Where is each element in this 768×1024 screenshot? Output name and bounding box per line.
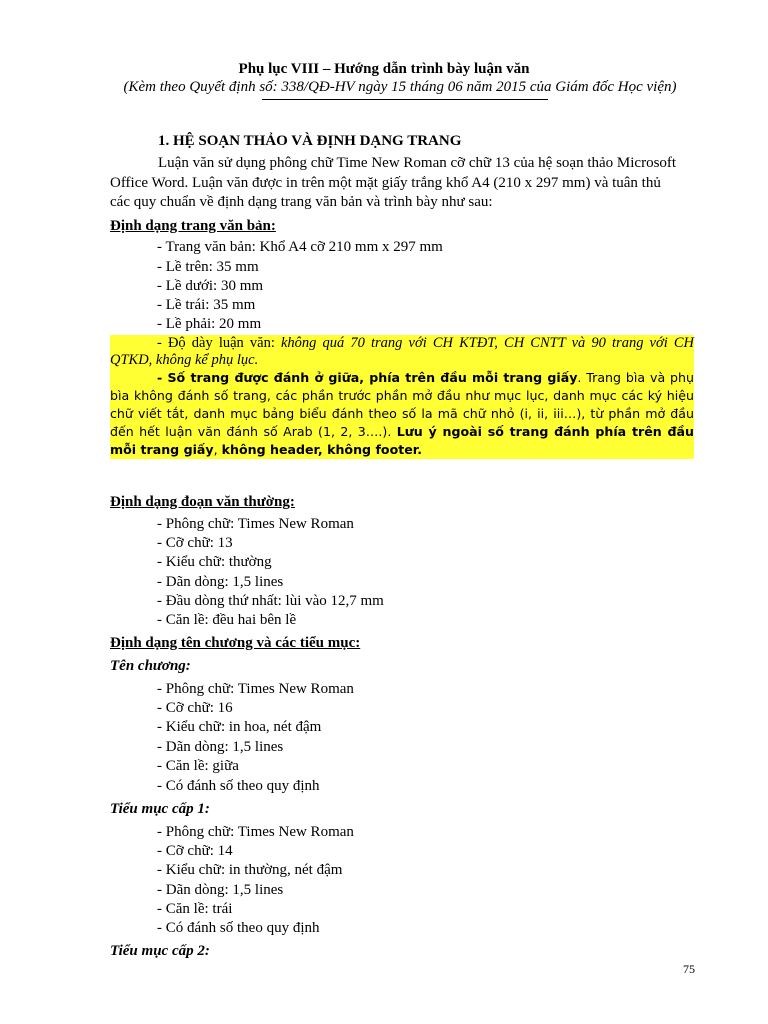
- list-item: - Cỡ chữ: 16: [157, 700, 233, 716]
- list-item: - Đầu dòng thứ nhất: lùi vào 12,7 mm: [157, 593, 384, 609]
- section-heading: 1. HỆ SOẠN THẢO VÀ ĐỊNH DẠNG TRANG: [158, 133, 462, 149]
- highlighted-block: [110, 335, 694, 459]
- thickness-note: - Độ dày luận văn: không quá 70 trang với CH KTĐT, CH CNTT và 90 trang với CH QTKD, không kể phụ lục.: [110, 335, 695, 368]
- intro-line-2: Office Word. Luận văn được in trên một mặt giấy trắng khổ A4 (210 x 297 mm) và tuân thủ: [110, 174, 661, 191]
- page-number: 75: [683, 962, 695, 976]
- list-item: - Căn lề: trái: [157, 901, 233, 917]
- list-item: - Dãn dòng: 1,5 lines: [157, 574, 284, 590]
- list-item: - Phông chữ: Times New Roman: [157, 516, 354, 532]
- level2-subheading: Tiểu mục cấp 2:: [110, 943, 210, 959]
- chapter-subheading: Tên chương:: [110, 658, 191, 674]
- paragraph-format-heading: Định dạng đoạn văn thường:: [110, 494, 295, 510]
- list-item: - Lề trên: 35 mm: [157, 259, 259, 275]
- list-item: - Lề trái: 35 mm: [157, 297, 256, 313]
- level1-subheading: Tiểu mục cấp 1:: [110, 801, 210, 817]
- list-item: - Kiểu chữ: thường: [157, 554, 272, 570]
- list-item: - Lề dưới: 30 mm: [157, 278, 264, 294]
- list-item: - Dãn dòng: 1,5 lines: [157, 882, 284, 898]
- list-item: - Dãn dòng: 1,5 lines: [157, 739, 284, 755]
- intro-paragraph: [110, 154, 694, 213]
- subtitle-underline: [262, 99, 548, 100]
- page-subtitle: (Kèm theo Quyết định số: 338/QĐ-HV ngày 15 tháng 06 năm 2015 của Giám đốc Học viện): [123, 79, 677, 95]
- numbering-note: - Số trang được đánh ở giữa, phía trên đầu mỗi trang giấy. Trang bìa và phụ bìa không đánh số trang, các phần trước phần mở đầu như mục lục, danh mục các ký hiệu chữ viết tắt, danh mục bảng biểu đánh theo số la mã chữ nhỏ (i, ii, iii…), từ phần mở đầu đến hết luận văn đánh số Arab (1, 2, 3….). Lưu ý ngoài số trang đánh phía trên đầu mỗi trang giấy, không header, không footer.: [110, 370, 694, 457]
- chapter-format-heading: Định dạng tên chương và các tiểu mục:: [110, 635, 361, 651]
- list-item: - Có đánh số theo quy định: [157, 778, 320, 794]
- list-item: - Căn lề: giữa: [157, 758, 239, 774]
- list-item: - Căn lề: đều hai bên lề: [157, 612, 297, 628]
- list-item: - Phông chữ: Times New Roman: [157, 681, 354, 697]
- list-item: - Cỡ chữ: 14: [157, 843, 233, 859]
- list-item: - Có đánh số theo quy định: [157, 920, 320, 936]
- list-item: - Lề phải: 20 mm: [157, 316, 262, 332]
- page-format-heading: Định dạng trang văn bản:: [110, 218, 276, 234]
- intro-line-3: các quy chuẩn về định dạng trang văn bản và trình bày như sau:: [110, 194, 493, 210]
- list-item: - Kiểu chữ: in thường, nét đậm: [157, 862, 343, 878]
- list-item: - Trang văn bản: Khổ A4 cỡ 210 mm x 297 mm: [157, 239, 443, 255]
- page-title: Phụ lục VIII – Hướng dẫn trình bày luận văn: [238, 61, 530, 77]
- list-item: - Phông chữ: Times New Roman: [157, 824, 354, 840]
- list-item: - Cỡ chữ: 13: [157, 535, 233, 551]
- list-item: - Kiểu chữ: in hoa, nét đậm: [157, 719, 322, 735]
- intro-line-1: Luận văn sử dụng phông chữ Time New Roman cỡ chữ 13 của hệ soạn thảo Microsoft: [158, 155, 677, 171]
